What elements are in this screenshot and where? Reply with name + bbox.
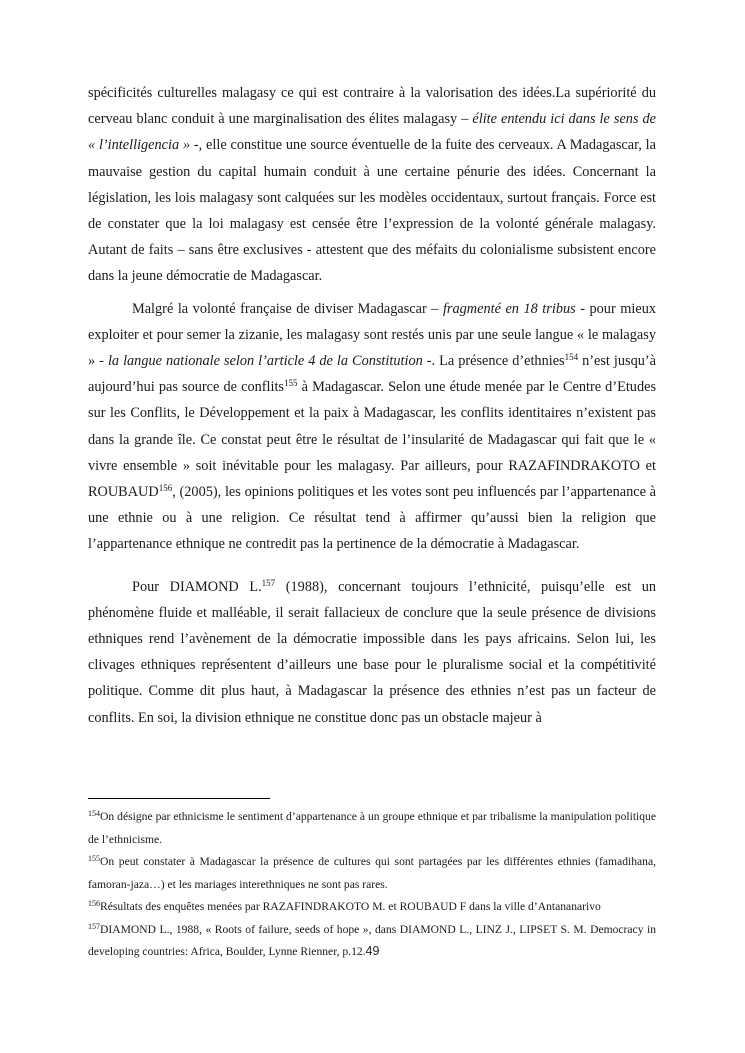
- text: -, elle constitue une source éventuelle de la fuite des cerveaux. A Madagascar, la mauvaise gestion du capital humain conduit à une certaine pénurie des idées. Concernant la législation, les lois malagasy sont calquées sur les modèles occidentaux, surtout français. Force est de constater que la loi malagasy est censée être l’expression de la volonté générale malagasy. Autant de faits – sans être exclusives - attestent que des méfaits du colonialisme subsistent encore dans la jeune démocratie de Madagascar.: [88, 137, 656, 285]
- page-body: [88, 80, 656, 731]
- text: Pour DIAMOND L.: [132, 578, 262, 595]
- italic-text: fragmenté en 18 tribus: [442, 300, 576, 317]
- footnote-separator: [88, 798, 270, 799]
- footnote-text: On désigne par ethnicisme le sentiment d’appartenance à un groupe ethnique et par tribalisme la manipulation politique de l’ethnicisme.: [88, 810, 656, 846]
- footnote-ref-156[interactable]: 156: [158, 483, 173, 494]
- text: , (2005), les opinions politiques et les votes sont peu influencés par l’appartenance à une ethnie ou à une religion. Ce résultat tend à affirmer qu’aussi bien la religion que l’appartenance ethnique ne contredit pas la pertinence de la démocratie à Madagascar.: [88, 484, 656, 553]
- text: -. La présence d’ethnies: [422, 353, 565, 370]
- footnote-number: 157: [88, 921, 100, 931]
- page-number: 49: [365, 944, 380, 958]
- footnote-156: [88, 896, 656, 919]
- footnote-text: On peut constater à Madagascar la présence de cultures qui sont partagées par les différentes ethnies (famadihana, famoran-jaza…) et les mariages interethniques ne sont pas rares.: [88, 855, 656, 891]
- footnotes: [88, 806, 656, 964]
- footnote-number: 155: [88, 854, 100, 863]
- text: à Madagascar. Selon une étude menée par le Centre d’Etudes sur les Conflits, le Développement et la paix à Madagascar, les conflits identitaires n’existent pas dans la grande île. Ce constat peut être le résultat de l’insularité de Madagascar qui fait que le « vivre ensemble » soit inévitable pour les malagasy. Par ailleurs, pour RAZAFINDRAKOTO et ROUBAUD: [88, 379, 657, 501]
- italic-text: la langue nationale selon l’article 4 de la Constitution: [107, 353, 423, 370]
- footnote-ref-154[interactable]: 154: [564, 352, 579, 363]
- footnote-number: 154: [88, 809, 100, 818]
- text: n’est jusqu’à aujourd’hui pas source de conflits: [88, 353, 657, 396]
- footnote-number: 156: [88, 899, 100, 908]
- paragraph-1: [88, 80, 656, 290]
- text: spécificités culturelles malagasy ce qui est contraire à la valorisation des idées.La supériorité du cerveau blanc conduit à une marginalisation des élites malagasy –: [88, 85, 656, 128]
- footnote-ref-157[interactable]: 157: [261, 577, 276, 588]
- footnote-ref-155[interactable]: 155: [284, 378, 298, 389]
- italic-text: élite entendu ici dans le sens de « l’intelligencia »: [88, 111, 657, 154]
- paragraph-3: [88, 574, 656, 731]
- footnote-text: Résultats des enquêtes menées par RAZAFINDRAKOTO M. et ROUBAUD F dans la ville d’Antananarivo: [100, 900, 601, 913]
- text: (1988), concernant toujours l’ethnicité, puisqu’elle est un phénomène fluide et malléable, il serait fallacieux de conclure que la seule présence de divisions ethniques rend l’avènement de la démocratie impossible dans les pays africains. Selon lui, les clivages ethniques représentent d’ailleurs une base pour le pluralisme social et la compétitivité politique. Comme dit plus haut, à Madagascar la présence des ethnies n’est pas un facteur de conflits. En soi, la division ethnique ne constitue donc pas un obstacle majeur à: [88, 578, 656, 726]
- footnote-155: [88, 851, 656, 896]
- paragraph-2: [88, 296, 656, 558]
- footnote-154: [88, 806, 656, 851]
- footnote-text: DIAMOND L., 1988, « Roots of failure, seeds of hope », dans DIAMOND L., LINZ J., LIPSET S. M. Democracy in developing countries: Africa, Boulder, Lynne Rienner, p.12.: [88, 922, 656, 958]
- text: Malgré la volonté française de diviser Madagascar –: [132, 300, 443, 317]
- text: - pour mieux exploiter et pour semer la zizanie, les malagasy sont restés unis par une seule langue « le malagasy » -: [88, 300, 656, 370]
